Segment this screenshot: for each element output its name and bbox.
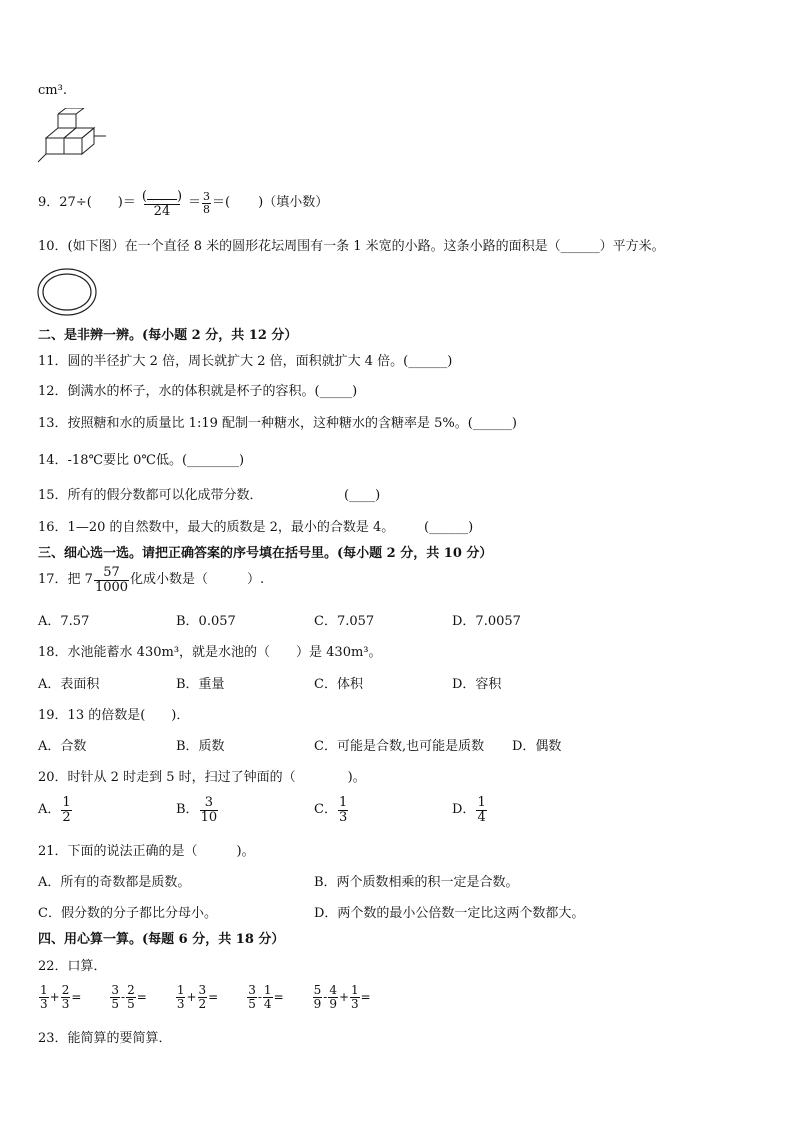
- question-16: 16．1—20 的自然数中，最大的质数是 2，最小的合数是 4。: [38, 520, 395, 535]
- q20-a-fraction: [61, 796, 71, 824]
- q19-option-c[interactable]: C．可能是合数,也可能是质数: [314, 739, 485, 754]
- question-15: 15．所有的假分数都可以化成带分数．: [38, 488, 263, 503]
- q22-2-b-den: 5: [127, 996, 135, 1011]
- q22-4-eq: =: [273, 989, 284, 1004]
- q17-option-c[interactable]: C．7.057: [314, 614, 375, 629]
- q22-3-eq: =: [208, 989, 219, 1004]
- section-3-title: 三、细心选一选。请把正确答案的序号填在括号里。(每小题 2 分，共 10 分）: [38, 546, 493, 561]
- q22-5-c-num: 1: [351, 983, 359, 997]
- q20-c-label: C．: [314, 802, 337, 818]
- q22-4-b-den: 4: [263, 996, 272, 1011]
- q9-part2: )＝: [117, 195, 136, 211]
- q22-5-op: -: [323, 989, 328, 1004]
- q17-option-d[interactable]: D．7.0057: [452, 614, 521, 629]
- q22-5-c-den: 3: [351, 996, 359, 1011]
- q22-2-b-num: 2: [127, 983, 135, 997]
- q18-option-d[interactable]: D．容积: [452, 677, 502, 692]
- q16-answer-blank[interactable]: (______): [424, 520, 474, 535]
- question-17: [38, 566, 264, 594]
- q22-4-a-den: 5: [248, 996, 256, 1011]
- section-2-title: 二、是非辨一辨。(每小题 2 分，共 12 分）: [38, 328, 298, 343]
- q22-4-op: -: [257, 989, 262, 1004]
- q20-c-num: 1: [338, 795, 348, 810]
- q20-c-fraction: [338, 796, 348, 824]
- q9-frac-open: (: [141, 189, 147, 204]
- q20-b-num: 3: [204, 795, 213, 810]
- q9-f-num: 3: [203, 190, 211, 204]
- q8-unit-text: cm³.: [38, 83, 67, 98]
- q17-f-num: 57: [103, 565, 120, 580]
- q20-d-num: 1: [477, 795, 486, 810]
- q9-part1: 27÷(: [59, 195, 92, 211]
- q17-option-b[interactable]: B．0.057: [176, 614, 236, 629]
- q17-f-den: 1000: [94, 579, 129, 595]
- q22-1-a-num: 1: [40, 983, 48, 997]
- question-22: 22．口算．: [38, 959, 107, 974]
- q22-2-eq: =: [136, 989, 147, 1004]
- q21-option-a[interactable]: A．所有的奇数都是质数。: [38, 875, 191, 890]
- q18-option-c[interactable]: C．体积: [314, 677, 363, 692]
- q20-b-fraction: [200, 796, 219, 824]
- question-9: [38, 188, 328, 218]
- question-19: 19．13 的倍数是( )．: [38, 708, 190, 723]
- q22-5-a-den: 9: [313, 996, 322, 1011]
- q22-5-eq: =: [360, 989, 371, 1004]
- q15-answer-blank[interactable]: (____): [344, 488, 381, 503]
- q17-fraction: [94, 566, 129, 594]
- q20-option-a[interactable]: [38, 796, 73, 824]
- q22-item-5: [312, 984, 371, 1010]
- question-20: 20．时针从 2 时走到 5 时，扫过了钟面的（ )。: [38, 770, 366, 785]
- question-10: 10．(如下图）在一个直径 8 米的圆形花坛周围有一条 1 米宽的小路。这条小路的面积是（______）平方米。: [38, 239, 665, 254]
- q17-suffix: 化成小数是（ ）.: [130, 572, 265, 588]
- ring-figure: [37, 268, 99, 318]
- q22-2-op: -: [121, 989, 126, 1004]
- question-21: 21．下面的说法正确的是（ )。: [38, 844, 255, 859]
- q22-1-b-num: 2: [61, 983, 70, 997]
- q9-frac-den: 24: [144, 204, 181, 219]
- q22-1-eq: =: [71, 989, 82, 1004]
- question-23: 23．能简算的要简算．: [38, 1031, 172, 1046]
- q9-blank-2[interactable]: [147, 188, 177, 200]
- question-12: 12．倒满水的杯子，水的体积就是杯子的容积。(_____): [38, 384, 358, 399]
- q22-5-op2: +: [338, 989, 350, 1004]
- q22-3-op: +: [186, 989, 197, 1004]
- q22-item-3: [175, 984, 218, 1010]
- q20-d-label: D．: [452, 802, 476, 818]
- question-13: 13．按照糖和水的质量比 1:19 配制一种糖水，这种糖水的含糖率是 5%。(______): [38, 416, 517, 431]
- q19-option-a[interactable]: A．合数: [38, 739, 87, 754]
- q20-option-c[interactable]: [314, 796, 349, 824]
- q20-option-d[interactable]: [452, 796, 488, 824]
- q9-fraction-3-8: [202, 191, 211, 215]
- q22-item-4: [246, 984, 283, 1010]
- q19-option-d[interactable]: D．偶数: [512, 739, 562, 754]
- q21-option-d[interactable]: D．两个数的最小公倍数一定比这两个数都大。: [314, 906, 585, 921]
- cubes-figure: [36, 108, 108, 164]
- q9-part4: )（填小数）: [258, 195, 329, 211]
- q20-a-num: 1: [62, 795, 71, 810]
- q20-d-fraction: [476, 796, 486, 824]
- q22-3-b-num: 3: [198, 983, 207, 997]
- q20-b-den: 10: [200, 809, 218, 825]
- q9-fraction-blank: [138, 188, 186, 218]
- q9-number: 9．: [38, 195, 60, 211]
- q20-c-den: 3: [338, 809, 348, 825]
- q20-b-label: B．: [176, 802, 199, 818]
- q22-3-b-den: 2: [198, 996, 207, 1011]
- q17-prefix: 17．把 7: [38, 572, 93, 588]
- q21-option-b[interactable]: B．两个质数相乘的积一定是合数。: [314, 875, 519, 890]
- q21-option-c[interactable]: C．假分数的分子都比分母小。: [38, 906, 217, 921]
- q22-2-a-num: 3: [111, 983, 120, 997]
- q22-1-a-den: 3: [40, 996, 48, 1011]
- question-11: 11．圆的半径扩大 2 倍，周长就扩大 2 倍，面积就扩大 4 倍。(______): [38, 354, 453, 369]
- q20-a-den: 2: [62, 809, 71, 825]
- q22-5-b-num: 4: [329, 983, 337, 997]
- q22-item-1: [38, 984, 81, 1010]
- q20-d-den: 4: [477, 809, 486, 825]
- q22-1-b-den: 3: [61, 996, 70, 1011]
- q9-f-den: 8: [203, 202, 211, 216]
- q20-option-b[interactable]: [176, 796, 219, 824]
- question-14: 14．-18℃要比 0℃低。(________): [38, 453, 245, 468]
- section-4-title: 四、用心算一算。(每题 6 分，共 18 分）: [38, 932, 285, 947]
- q19-option-b[interactable]: B．质数: [176, 739, 225, 754]
- question-18: 18．水池能蓄水 430m³，就是水池的（ ）是 430m³。: [38, 645, 382, 660]
- q22-2-a-den: 5: [111, 996, 120, 1011]
- q22-arithmetic-row: [38, 984, 399, 1010]
- q22-3-a-den: 3: [176, 996, 185, 1011]
- q17-option-a[interactable]: A．7.57: [38, 614, 90, 629]
- q22-item-2: [109, 984, 146, 1010]
- q22-4-b-num: 1: [263, 983, 272, 997]
- q22-5-a-num: 5: [313, 983, 322, 997]
- q20-a-label: A．: [38, 802, 61, 818]
- q9-frac-close: ): [176, 189, 183, 204]
- q18-option-b[interactable]: B．重量: [176, 677, 225, 692]
- q9-eq: ＝: [188, 195, 202, 211]
- q18-option-a[interactable]: A．表面积: [38, 677, 100, 692]
- q22-1-op: +: [49, 989, 60, 1004]
- q22-4-a-num: 3: [248, 983, 256, 997]
- q9-part3: ＝(: [212, 195, 231, 211]
- q22-5-b-den: 9: [329, 996, 337, 1011]
- q22-3-a-num: 1: [176, 983, 185, 997]
